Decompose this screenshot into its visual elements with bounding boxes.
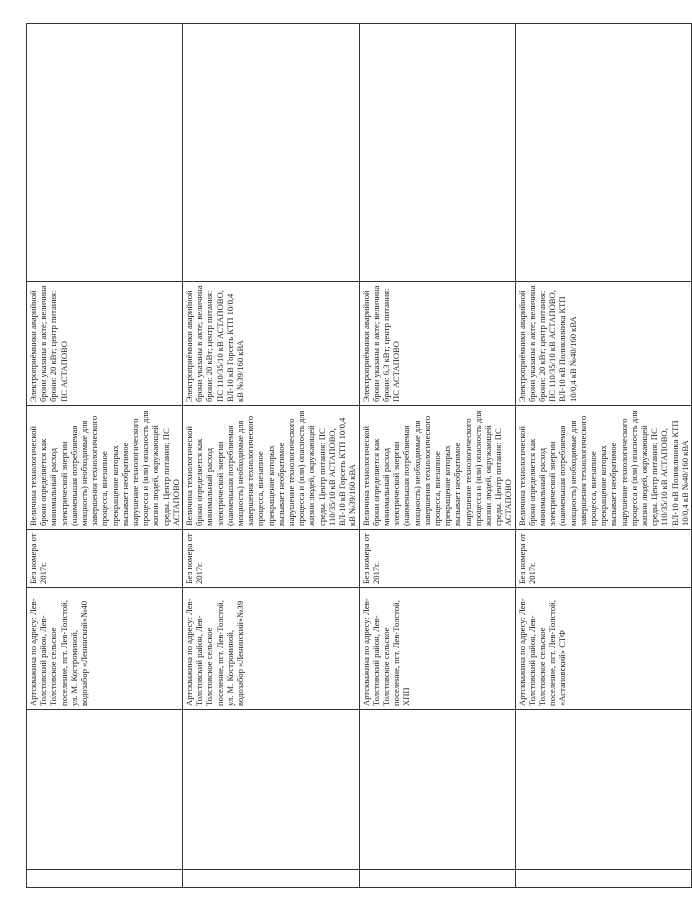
cell-blank: [359, 710, 515, 870]
cell-blank: [183, 870, 359, 888]
cell-definition: Величина технологической брони определяется как минимальный расход электрической энергии (наименьшая потребляемая мощность) необходимые для завершения технологического процесса, внезапное прекращение которых вызывает необратимое нарушение технологического процесса и (или) опасность для жизни людей, окружающей среды. Центр питания: ПС АСТАПОВО: [27, 406, 183, 530]
table-row: [515, 24, 691, 888]
cell-blank: [183, 710, 359, 870]
cell-blank: [27, 24, 183, 282]
cell-number: Без номера от 2017г.: [515, 530, 691, 588]
cell-object: Артскважина по адресу: Лев-Толстовский район, Лев-Толстовское сельское поселение, пгт. Лев-Толстой, ул. М. Костроминой, водозабор «Ленинский»№39: [183, 588, 359, 710]
cell-object: Артскважина по адресу: Лев-Толстовский район, Лев-Толстовское сельское поселение, пгт. Лев-Толстой, ХПП: [359, 588, 515, 710]
cell-definition: Величина технологической брони определяется как минимальный расход электрической энергии (наименьшая потребляемая мощность) необходимые для завершения технологического процесса, внезапное прекращение которых вызывает необратимое нарушение технологического процесса и (или) опасность для жизни людей, окружающей среды. Центр питания: ПС 110/35/10 кВ АСТАПОВО, ВЛ-10 кВ Горсеть КТП 10/0,4 кВ №39/160 кВА: [183, 406, 359, 530]
table-row: [27, 24, 183, 888]
cell-object: Артскважина по адресу: Лев-Толстовский район, Лев-Толстовское сельское поселение, пгт. Лев-Толстой, «Астаповский» СТФ: [515, 588, 691, 710]
cell-blank: [359, 24, 515, 282]
cell-definition: Величина технологической брони определяется как минимальный расход электрической энергии (наименьшая потребляемая мощность) необходимые для завершения технологического процесса, внезапное прекращение которых вызывает необратимое нарушение технологического процесса и (или) опасность для жизни людей, окружающей среды. Центр питания: ПС 110/35/10 кВ АСТАПОВО, ВЛ-10 кВ Поликлиника КТП 10/0,4 кВ №40/160 кВА: [515, 406, 691, 530]
cell-blank: [27, 870, 183, 888]
cell-blank: [359, 870, 515, 888]
cell-emergency: Электроприёмники аварийной брони указаны в акте; величина брони: 6,3 кВт; центр питания: ПС АСТАПОВО: [359, 282, 515, 406]
cell-object: Артскважина по адресу: Лев-Толстовский район, Лев-Толстовское сельское поселение, пгт. Лев-Толстой, ул. М. Костроминой, водозабор «Ленинский»№40: [27, 588, 183, 710]
cell-emergency: Электроприёмники аварийной брони указаны в акте; величина брони: 20 кВт; центр питания: ПС 110/35/10 кВ АСТАПОВО, ВЛ-10 кВ Горсеть КТП 10/0,4 кВ №39/160 кВА: [183, 282, 359, 406]
table-row: [183, 24, 359, 888]
cell-emergency: Электроприёмники аварийной брони указаны в акте; величина брони: 20 кВт; центр питания: ПС АСТАПОВО: [27, 282, 183, 406]
cell-blank: [183, 24, 359, 282]
cell-number: Без номера от 2017г.: [27, 530, 183, 588]
cell-number: Без номера от 2017г.: [183, 530, 359, 588]
reservation-table: [26, 23, 692, 888]
table-row: [359, 24, 515, 888]
cell-emergency: Электроприёмники аварийной брони указаны в акте; величина брони: 20 кВт; центр питания: ПС 110/35/10 кВ АСТАПОВО, ВЛ-10 кВ Поликлиника КТП 10/0,4 кВ №40/160 кВА: [515, 282, 691, 406]
cell-blank: [27, 710, 183, 870]
cell-blank: [515, 24, 691, 282]
cell-blank: [515, 870, 691, 888]
rotated-table-wrapper: [26, 24, 690, 888]
cell-number: Без номера от 2017г.: [359, 530, 515, 588]
cell-definition: Величина технологической брони определяется как минимальный расход электрической энергии (наименьшая потребляемая мощность) необходимые для завершения технологического процесса, внезапное прекращение которых вызывает необратимое нарушение технологического процесса и (или) опасность для жизни людей, окружающей среды. Центр питания: ПС АСТАПОВО: [359, 406, 515, 530]
cell-blank: [515, 710, 691, 870]
